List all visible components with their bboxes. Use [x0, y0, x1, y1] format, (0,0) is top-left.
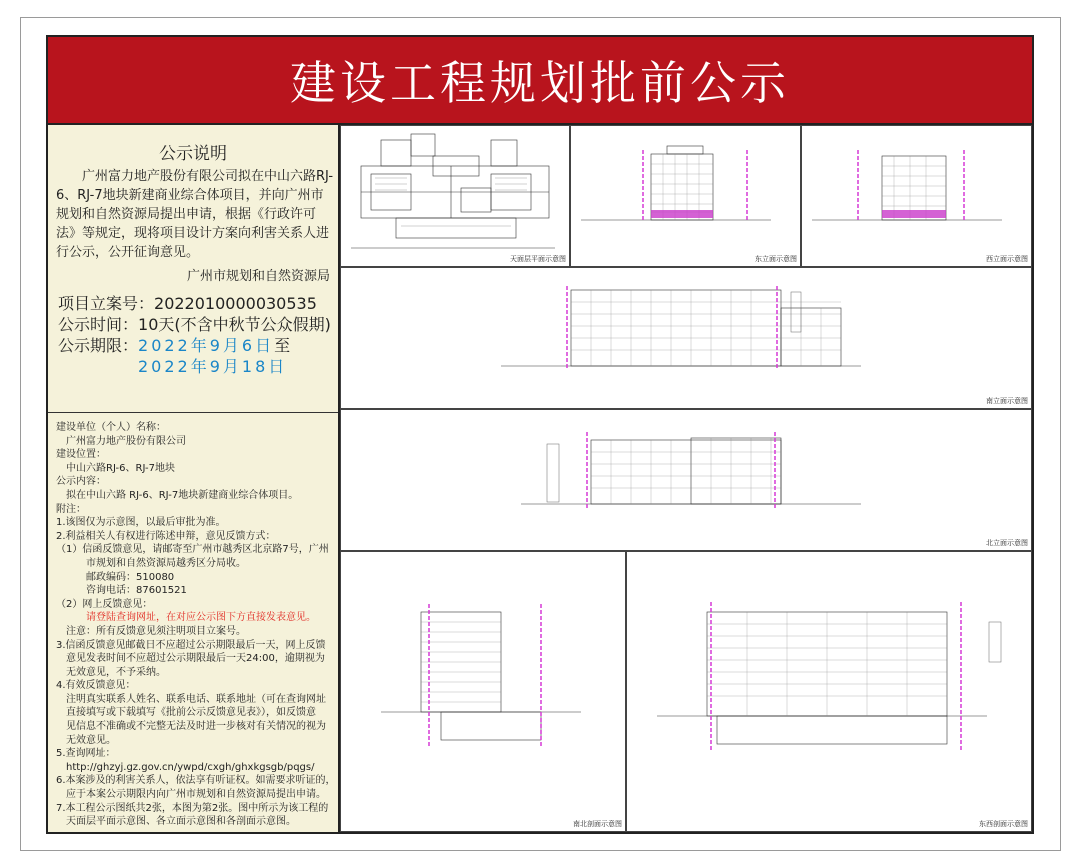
ns-section-caption: 南北剖面示意图: [573, 820, 622, 828]
note-line: 附注：: [56, 503, 86, 515]
note-line: 3.信函反馈意见邮截日不应超过公示期限最后一天，网上反馈: [56, 639, 326, 651]
note-line: http://ghzyj.gz.gov.cn/ywpd/cxgh/ghxkgsgb/pqgs/: [56, 761, 315, 773]
note-line: 7.本工程公示图纸共2张，本图为第2张。图中所示为该工程的: [56, 802, 329, 814]
period-label: 公示时间：: [58, 315, 139, 334]
roof-plan-panel: [340, 125, 570, 267]
note-line: 广州富力地产股份有限公司: [56, 435, 186, 447]
south-elevation-drawing: [341, 268, 1031, 408]
roof-plan-caption: 天面层平面示意图: [510, 255, 566, 263]
note-line: 4.有效反馈意见：: [56, 680, 136, 692]
note-line: 中山六路RJ-6、RJ-7地块: [56, 462, 176, 474]
note-line: 请登陆查询网址，在对应公示图下方直接发表意见。: [56, 612, 316, 624]
drawings-area: [340, 125, 1032, 832]
note-line: 见信息不准确或不完整无法及时进一步核对有关情况的视为: [56, 721, 326, 733]
period-value: 10天(不含中秋节公众假期): [138, 315, 331, 334]
south-elevation-caption: 南立面示意图: [986, 397, 1028, 405]
note-line: 注明真实联系人姓名、联系电话、联系地址（可在查询网址: [56, 693, 326, 705]
west-elevation-drawing: [802, 126, 1031, 266]
west-elevation-panel: [801, 125, 1032, 267]
notice-board: [46, 35, 1034, 834]
east-elevation-panel: [570, 125, 801, 267]
note-line: 直接填写或下载填写《批前公示反馈意见表》），如反馈意: [56, 707, 316, 719]
note-line: 咨询电话：87601521: [56, 585, 187, 597]
project-no: 2022010000030535: [154, 294, 317, 313]
north-elevation-panel: [340, 409, 1032, 551]
ns-section-panel: [340, 551, 626, 832]
south-elevation-panel: [340, 267, 1032, 409]
notice-body: 广州富力地产股份有限公司拟在中山六路RJ-6、RJ-7地块新建商业综合体项目，并向广州市规划和自然资源局提出申请，根据《行政许可法》等规定，现将项目设计方案向利害关系人进行公示，公开征询意见。: [56, 169, 334, 260]
north-elevation-drawing: [341, 410, 1031, 550]
north-elevation-caption: 北立面示意图: [986, 539, 1028, 547]
notes-list: [56, 421, 336, 829]
ew-section-panel: [626, 551, 1032, 832]
term-label: 公示期限：: [58, 336, 139, 355]
notice-panel: [48, 125, 340, 832]
note-line: 注意：所有反馈意见须注明项目立案号。: [56, 625, 246, 637]
roof-plan-drawing: [341, 126, 569, 266]
term-end: 2022年9月18日: [138, 357, 288, 376]
west-elevation-caption: 西立面示意图: [986, 255, 1028, 263]
note-line: 6.本案涉及的利害关系人，依法享有听证权。如需要求听证的，: [56, 775, 336, 787]
term-to: 至: [274, 336, 291, 355]
note-line: 应于本案公示期限内向广州市规划和自然资源局提出申请。: [56, 789, 326, 801]
note-line: 2.利益相关人有权进行陈述申辩，意见反馈方式：: [56, 530, 276, 542]
east-elevation-drawing: [571, 126, 800, 266]
note-line: 市规划和自然资源局越秀区分局收。: [56, 557, 246, 569]
note-line: 邮政编码：510080: [56, 571, 175, 583]
ew-section-caption: 东西剖面示意图: [979, 820, 1028, 828]
ew-section-drawing: [627, 552, 1031, 831]
term-start: 2022年9月6日: [138, 336, 275, 355]
note-line: 5.查询网址：: [56, 748, 116, 760]
note-line: 天面层平面示意图、各立面示意图和各剖面示意图。: [56, 816, 296, 828]
note-line: 意见发表时间不应超过公示期限最后一天24:00，逾期视为: [56, 653, 325, 665]
note-line: （1）信函反馈意见，请邮寄至广州市越秀区北京路7号，广州: [56, 544, 329, 556]
note-line: 无效意见。: [56, 734, 116, 746]
note-line: 建设单位（个人）名称：: [56, 422, 166, 433]
note-line: 建设位置：: [56, 449, 106, 461]
page-title: 建设工程规划批前公示: [290, 56, 790, 110]
ns-section-drawing: [341, 552, 625, 831]
notice-summary: [48, 125, 338, 413]
note-line: 1.该图仅为示意图，以最后审批为准。: [56, 517, 226, 529]
notice-heading: 公示说明: [159, 144, 227, 164]
note-line: 公示内容：: [56, 476, 106, 488]
project-info: [58, 293, 331, 377]
title-banner: [48, 37, 1032, 125]
note-line: （2）网上反馈意见：: [56, 598, 153, 610]
note-line: 拟在中山六路 RJ-6、RJ-7地块新建商业综合体项目。: [56, 489, 299, 501]
notice-org: 广州市规划和自然资源局: [186, 269, 330, 284]
east-elevation-caption: 东立面示意图: [755, 255, 797, 263]
note-line: 无效意见，不予采纳。: [56, 666, 166, 678]
project-no-label: 项目立案号：: [58, 294, 155, 313]
